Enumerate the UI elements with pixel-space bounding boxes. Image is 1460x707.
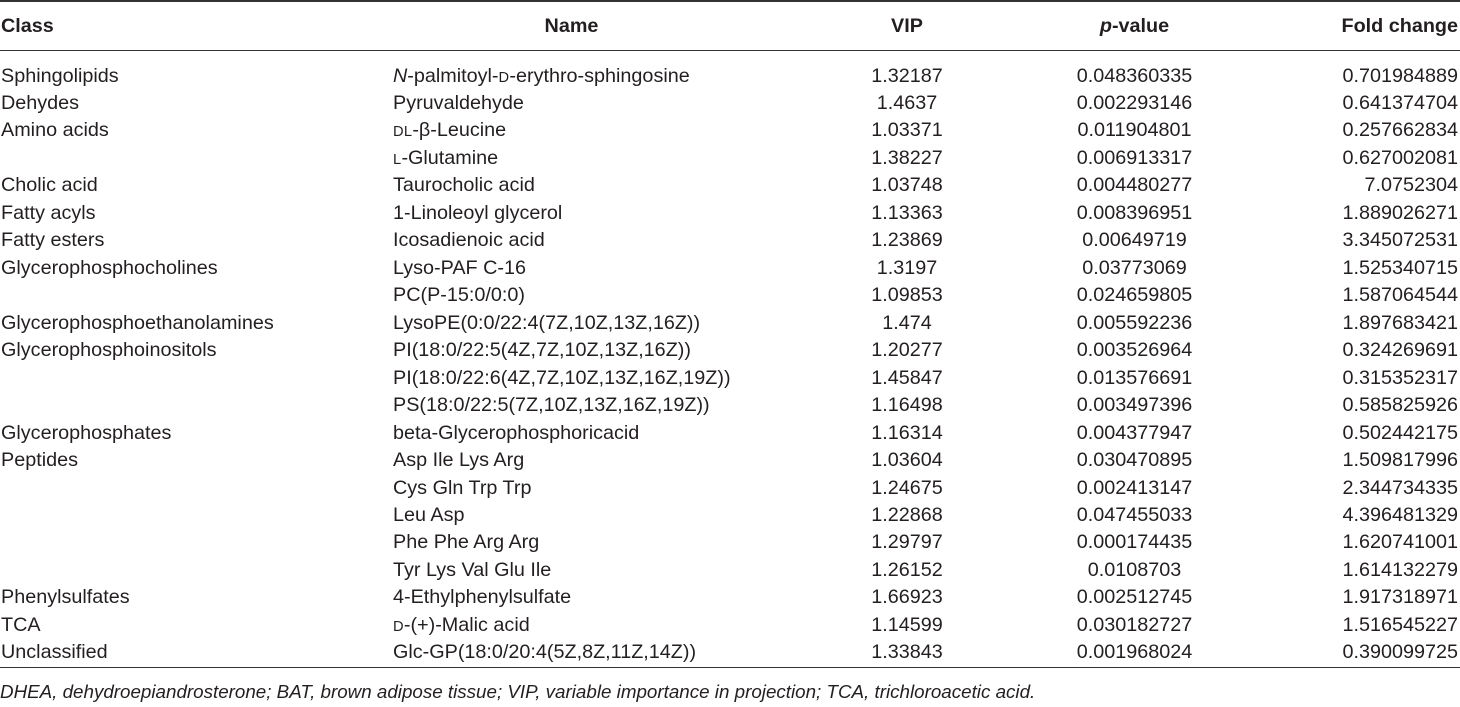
text-segment: -(+)-Malic acid bbox=[403, 613, 530, 636]
vip-cell: 1.03604 bbox=[871, 449, 943, 472]
fold-change-cell: 1.897683421 bbox=[1342, 311, 1458, 334]
class-cell: Glycerophosphoethanolamines bbox=[1, 311, 274, 334]
table-row bbox=[0, 447, 1460, 474]
table-row bbox=[0, 475, 1460, 502]
class-cell: Unclassified bbox=[1, 641, 108, 664]
class-cell: Peptides bbox=[1, 449, 78, 472]
fold-change-cell: 1.516545227 bbox=[1342, 613, 1458, 636]
p-value-cell: 0.001968024 bbox=[1076, 641, 1193, 664]
fold-change-cell: 1.889026271 bbox=[1342, 201, 1458, 224]
table-row bbox=[0, 117, 1460, 144]
italic-segment: p bbox=[1099, 15, 1112, 37]
name-cell: Lyso-PAF C-16 bbox=[393, 256, 527, 279]
vip-cell: 1.4637 bbox=[876, 91, 938, 114]
vip-cell: 1.03371 bbox=[871, 119, 943, 142]
vip-cell: 1.32187 bbox=[871, 64, 943, 87]
vip-cell: 1.26152 bbox=[871, 558, 943, 581]
p-value-cell: 0.003526964 bbox=[1076, 339, 1193, 362]
table-row bbox=[0, 420, 1460, 447]
class-cell: Glycerophosphocholines bbox=[1, 256, 218, 279]
fold-change-cell: 1.614132279 bbox=[1342, 558, 1458, 581]
table-top-rule bbox=[0, 0, 1460, 2]
class-cell: Fatty esters bbox=[1, 229, 105, 252]
p-value-cell: 0.030182727 bbox=[1076, 613, 1193, 636]
table-row bbox=[0, 255, 1460, 282]
name-cell: Cys Gln Trp Trp bbox=[393, 476, 532, 499]
class-cell: Glycerophosphates bbox=[1, 421, 172, 444]
table-row bbox=[0, 612, 1460, 639]
p-value-cell: 0.000174435 bbox=[1076, 531, 1193, 554]
p-value-cell: 0.002413147 bbox=[1076, 476, 1193, 499]
table-row bbox=[0, 337, 1460, 364]
class-cell bbox=[0, 557, 393, 584]
fold-change-cell: 0.627002081 bbox=[1342, 146, 1458, 169]
text-segment: -β-Leucine bbox=[412, 119, 507, 142]
header-fold-change: Fold change bbox=[1341, 15, 1458, 37]
class-cell: TCA bbox=[1, 613, 41, 636]
vip-cell: 1.09853 bbox=[871, 284, 943, 307]
table-row bbox=[0, 227, 1460, 254]
name-cell: PI(18:0/22:5(4Z,7Z,10Z,13Z,16Z)) bbox=[393, 339, 691, 362]
header-name: Name bbox=[544, 15, 599, 37]
text-segment: -erythro-sphingosine bbox=[509, 64, 690, 87]
name-cell: Leu Asp bbox=[393, 504, 465, 526]
table-row bbox=[0, 145, 1460, 172]
small-caps-segment: D bbox=[393, 618, 404, 635]
class-cell bbox=[0, 392, 393, 419]
name-cell: Pyruvaldehyde bbox=[393, 91, 524, 114]
fold-change-cell: 0.502442175 bbox=[1342, 421, 1458, 444]
name-cell: Glc-GP(18:0/20:4(5Z,8Z,11Z,14Z)) bbox=[393, 641, 697, 664]
vip-cell: 1.474 bbox=[882, 311, 932, 334]
fold-change-cell: 0.315352317 bbox=[1342, 366, 1458, 389]
vip-cell: 1.24675 bbox=[871, 476, 943, 499]
vip-cell: 1.16314 bbox=[871, 421, 943, 444]
p-value-cell: 0.047455033 bbox=[1076, 504, 1193, 526]
table-row bbox=[0, 365, 1460, 392]
text-segment: -Glutamine bbox=[401, 146, 499, 169]
class-cell bbox=[0, 502, 393, 529]
vip-cell: 1.14599 bbox=[871, 613, 943, 636]
p-value-cell: 0.030470895 bbox=[1076, 449, 1193, 472]
table-body bbox=[0, 63, 1460, 667]
vip-cell: 1.22868 bbox=[871, 504, 943, 526]
fold-change-cell: 4.396481329 bbox=[1342, 504, 1458, 526]
table-row bbox=[0, 63, 1460, 90]
table-row bbox=[0, 502, 1460, 529]
vip-cell: 1.29797 bbox=[871, 531, 943, 554]
header-vip: VIP bbox=[891, 15, 923, 37]
p-value-cell: 0.048360335 bbox=[1076, 64, 1193, 87]
fold-change-cell: 1.509817996 bbox=[1342, 449, 1458, 472]
fold-change-cell: 0.641374704 bbox=[1342, 91, 1458, 114]
class-cell bbox=[0, 282, 393, 309]
p-value-cell: 0.011904801 bbox=[1077, 119, 1192, 142]
table-row bbox=[0, 529, 1460, 556]
name-cell: PS(18:0/22:5(7Z,10Z,13Z,16Z,19Z)) bbox=[393, 394, 710, 417]
class-cell bbox=[0, 145, 393, 172]
name-cell: Asp Ile Lys Arg bbox=[393, 449, 525, 472]
name-cell: PI(18:0/22:6(4Z,7Z,10Z,13Z,16Z,19Z)) bbox=[393, 366, 731, 389]
p-value-cell: 0.003497396 bbox=[1076, 394, 1193, 417]
vip-cell: 1.33843 bbox=[871, 641, 943, 664]
italic-segment: N bbox=[393, 64, 408, 87]
fold-change-cell: 0.585825926 bbox=[1342, 394, 1458, 417]
vip-cell: 1.13363 bbox=[871, 201, 943, 224]
name-cell bbox=[393, 145, 750, 172]
vip-cell: 1.66923 bbox=[871, 586, 943, 609]
vip-cell: 1.45847 bbox=[871, 366, 943, 389]
text-segment: -palmitoyl- bbox=[407, 64, 499, 87]
class-cell: Glycerophosphoinositols bbox=[1, 339, 217, 362]
table-row bbox=[0, 557, 1460, 584]
class-cell: Phenylsulfates bbox=[1, 586, 130, 609]
table-row bbox=[0, 310, 1460, 337]
fold-change-cell: 1.917318971 bbox=[1342, 586, 1458, 609]
table-row bbox=[0, 282, 1460, 309]
p-value-cell: 0.006913317 bbox=[1076, 146, 1193, 169]
vip-cell: 1.03748 bbox=[871, 174, 943, 197]
small-caps-segment: DL bbox=[393, 124, 413, 141]
fold-change-cell: 0.390099725 bbox=[1342, 641, 1458, 664]
table-bottom-rule bbox=[0, 667, 1460, 668]
vip-cell: 1.38227 bbox=[871, 146, 943, 169]
p-value-cell: 0.024659805 bbox=[1076, 284, 1193, 307]
name-cell: 1-Linoleoyl glycerol bbox=[393, 201, 563, 224]
name-cell bbox=[393, 612, 750, 639]
fold-change-cell: 0.257662834 bbox=[1342, 119, 1458, 142]
fold-change-cell: 7.0752304 bbox=[1364, 174, 1458, 197]
name-cell: Taurocholic acid bbox=[393, 174, 535, 197]
vip-cell: 1.3197 bbox=[876, 256, 938, 279]
p-value-cell: 0.008396951 bbox=[1076, 201, 1193, 224]
name-cell bbox=[393, 117, 750, 144]
table-row bbox=[0, 90, 1460, 117]
fold-change-cell: 3.345072531 bbox=[1342, 229, 1458, 252]
name-cell bbox=[393, 63, 750, 90]
name-cell: Icosadienoic acid bbox=[393, 229, 545, 252]
fold-change-cell: 0.701984889 bbox=[1342, 64, 1458, 87]
class-cell: Fatty acyls bbox=[1, 201, 96, 224]
class-cell: Amino acids bbox=[1, 119, 109, 142]
class-cell bbox=[0, 529, 393, 556]
p-value-cell: 0.013576691 bbox=[1076, 366, 1193, 389]
name-cell: beta-Glycerophosphoricacid bbox=[393, 421, 640, 444]
vip-cell: 1.16498 bbox=[871, 394, 943, 417]
class-cell bbox=[0, 365, 393, 392]
p-value-cell: 0.0108703 bbox=[1087, 558, 1182, 581]
vip-cell: 1.23869 bbox=[871, 229, 943, 252]
table-footnote: DHEA, dehydroepiandrosterone; BAT, brown adipose tissue; VIP, variable importance in projection; TCA, trichloroacetic acid. bbox=[0, 681, 1036, 702]
header-class: Class bbox=[1, 15, 54, 37]
fold-change-cell: 1.620741001 bbox=[1342, 531, 1458, 554]
class-cell: Sphingolipids bbox=[1, 64, 119, 87]
p-value-cell: 0.002293146 bbox=[1076, 91, 1193, 114]
p-value-cell: 0.004377947 bbox=[1076, 421, 1193, 444]
header-p-value bbox=[1064, 3, 1205, 49]
vip-cell: 1.20277 bbox=[871, 339, 943, 362]
table-row bbox=[0, 584, 1460, 611]
p-value-cell: 0.03773069 bbox=[1082, 256, 1187, 279]
table-row bbox=[0, 392, 1460, 419]
fold-change-cell: 2.344734335 bbox=[1342, 476, 1458, 499]
table-header bbox=[0, 3, 1460, 49]
fold-change-cell: 1.587064544 bbox=[1342, 284, 1458, 307]
name-cell: LysoPE(0:0/22:4(7Z,10Z,13Z,16Z)) bbox=[393, 311, 701, 334]
class-cell: Cholic acid bbox=[1, 174, 98, 197]
fold-change-cell: 0.324269691 bbox=[1342, 339, 1458, 362]
name-cell: Tyr Lys Val Glu Ile bbox=[393, 558, 552, 581]
fold-change-cell: 1.525340715 bbox=[1342, 256, 1458, 279]
table-row bbox=[0, 639, 1460, 666]
small-caps-segment: L bbox=[393, 151, 402, 168]
table-row bbox=[0, 172, 1460, 199]
p-value-cell: 0.004480277 bbox=[1076, 174, 1193, 197]
name-cell: PC(P-15:0/0:0) bbox=[393, 284, 525, 307]
class-cell: Dehydes bbox=[1, 91, 80, 114]
p-value-cell: 0.00649719 bbox=[1082, 229, 1187, 252]
p-value-cell: 0.005592236 bbox=[1076, 311, 1193, 334]
small-caps-segment: D bbox=[498, 69, 510, 86]
p-value-cell: 0.002512745 bbox=[1076, 586, 1193, 609]
class-cell bbox=[0, 475, 393, 502]
text-segment: -value bbox=[1111, 15, 1170, 37]
table-row bbox=[0, 200, 1460, 227]
header-rule bbox=[0, 50, 1460, 51]
name-cell: Phe Phe Arg Arg bbox=[393, 531, 540, 554]
name-cell: 4-Ethylphenylsulfate bbox=[393, 586, 572, 609]
